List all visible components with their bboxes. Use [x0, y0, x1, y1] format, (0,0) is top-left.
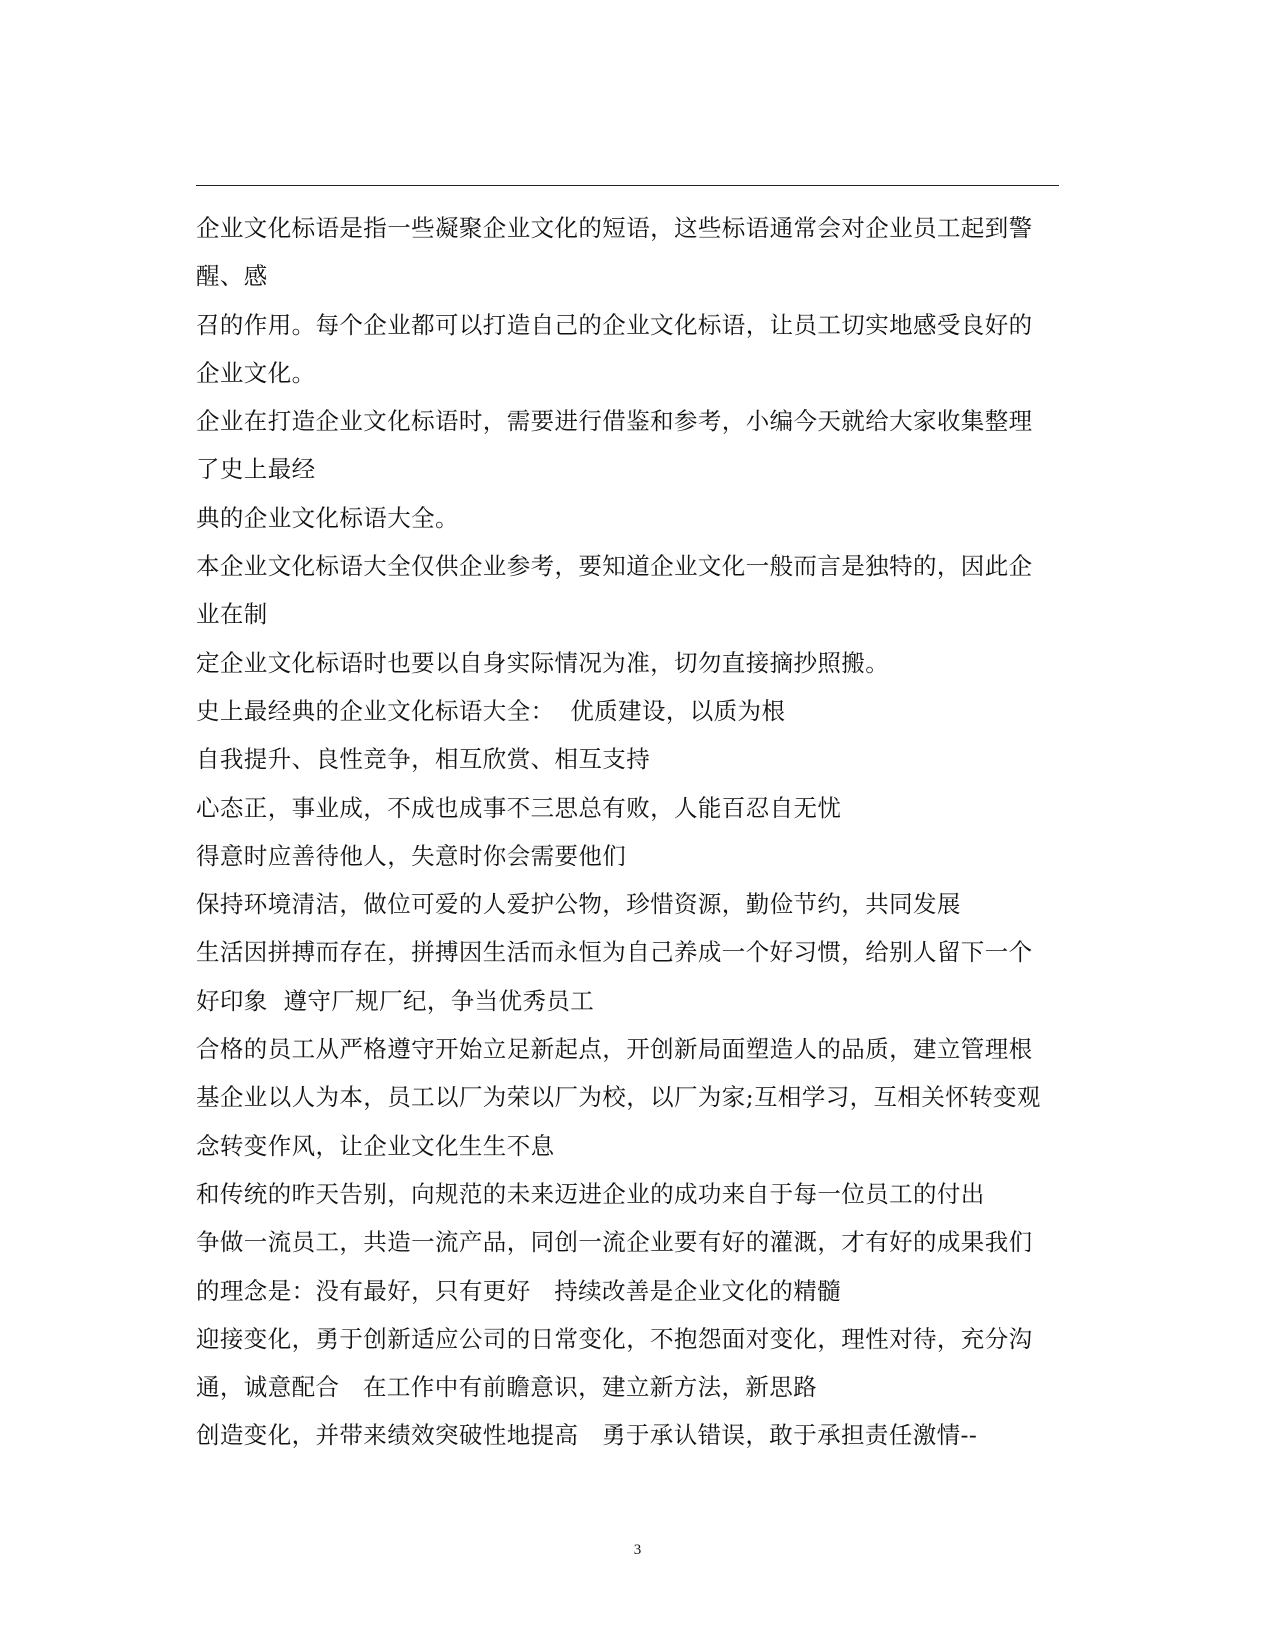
text-line: 生活因拼搏而存在，拼搏因生活而永恒为自己养成一个好习惯，给别人留下一个: [196, 938, 1033, 967]
text-line: 史上最经典的企业文化标语大全： 优质建设，以质为根: [196, 696, 786, 725]
header-rule: [196, 185, 1059, 186]
text-line: 通，诚意配合 在工作中有前瞻意识，建立新方法，新思路: [196, 1373, 818, 1402]
text-line: 定企业文化标语时也要以自身实际情况为准，切勿直接摘抄照搬。: [196, 648, 890, 677]
text-line: 好印象 遵守厂规厂纪，争当优秀员工: [196, 986, 595, 1015]
text-line: 心态正，事业成，不成也成事不三思总有败，人能百忍自无忧: [196, 793, 842, 822]
text-line: 了史上最经: [196, 455, 316, 484]
text-line: 业在制: [196, 600, 268, 629]
text-line: 基企业以人为本，员工以厂为荣以厂为校，以厂为家;互相学习，互相关怀转变观: [196, 1083, 1041, 1112]
text-line: 企业文化。: [196, 358, 316, 387]
text-line: 本企业文化标语大全仅供企业参考，要知道企业文化一般而言是独特的，因此企: [196, 552, 1033, 581]
text-line: 企业在打造企业文化标语时，需要进行借鉴和参考，小编今天就给大家收集整理: [196, 407, 1033, 436]
text-line: 合格的员工从严格遵守开始立足新起点，开创新局面塑造人的品质，建立管理根: [196, 1035, 1033, 1064]
text-line: 典的企业文化标语大全。: [196, 503, 459, 532]
text-line: 争做一流员工，共造一流产品，同创一流企业要有好的灌溉，才有好的成果我们: [196, 1228, 1033, 1257]
text-line: 保持环境清洁，做位可爱的人爱护公物，珍惜资源，勤俭节约，共同发展: [196, 890, 961, 919]
text-line: 和传统的昨天告别，向规范的未来迈进企业的成功来自于每一位员工的付出: [196, 1179, 985, 1208]
text-line: 召的作用。每个企业都可以打造自己的企业文化标语，让员工切实地感受良好的: [196, 310, 1033, 339]
text-line: 迎接变化，勇于创新适应公司的日常变化，不抱怨面对变化，理性对待，充分沟: [196, 1324, 1033, 1353]
text-line: 企业文化标语是指一些凝聚企业文化的短语，这些标语通常会对企业员工起到警: [196, 214, 1033, 242]
text-line: 自我提升、良性竞争，相互欣赏、相互支持: [196, 745, 651, 774]
body-text: [196, 204, 1096, 1460]
page-number: 3: [633, 1542, 642, 1558]
text-line: 醒、感: [196, 262, 268, 291]
text-line: 念转变作风，让企业文化生生不息: [196, 1131, 555, 1160]
text-line: 得意时应善待他人，失意时你会需要他们: [196, 841, 627, 870]
text-line: 创造变化，并带来绩效突破性地提高 勇于承认错误，敢于承担责任激情--: [196, 1421, 978, 1450]
text-line: 的理念是：没有最好，只有更好 持续改善是企业文化的精髓: [196, 1276, 842, 1305]
